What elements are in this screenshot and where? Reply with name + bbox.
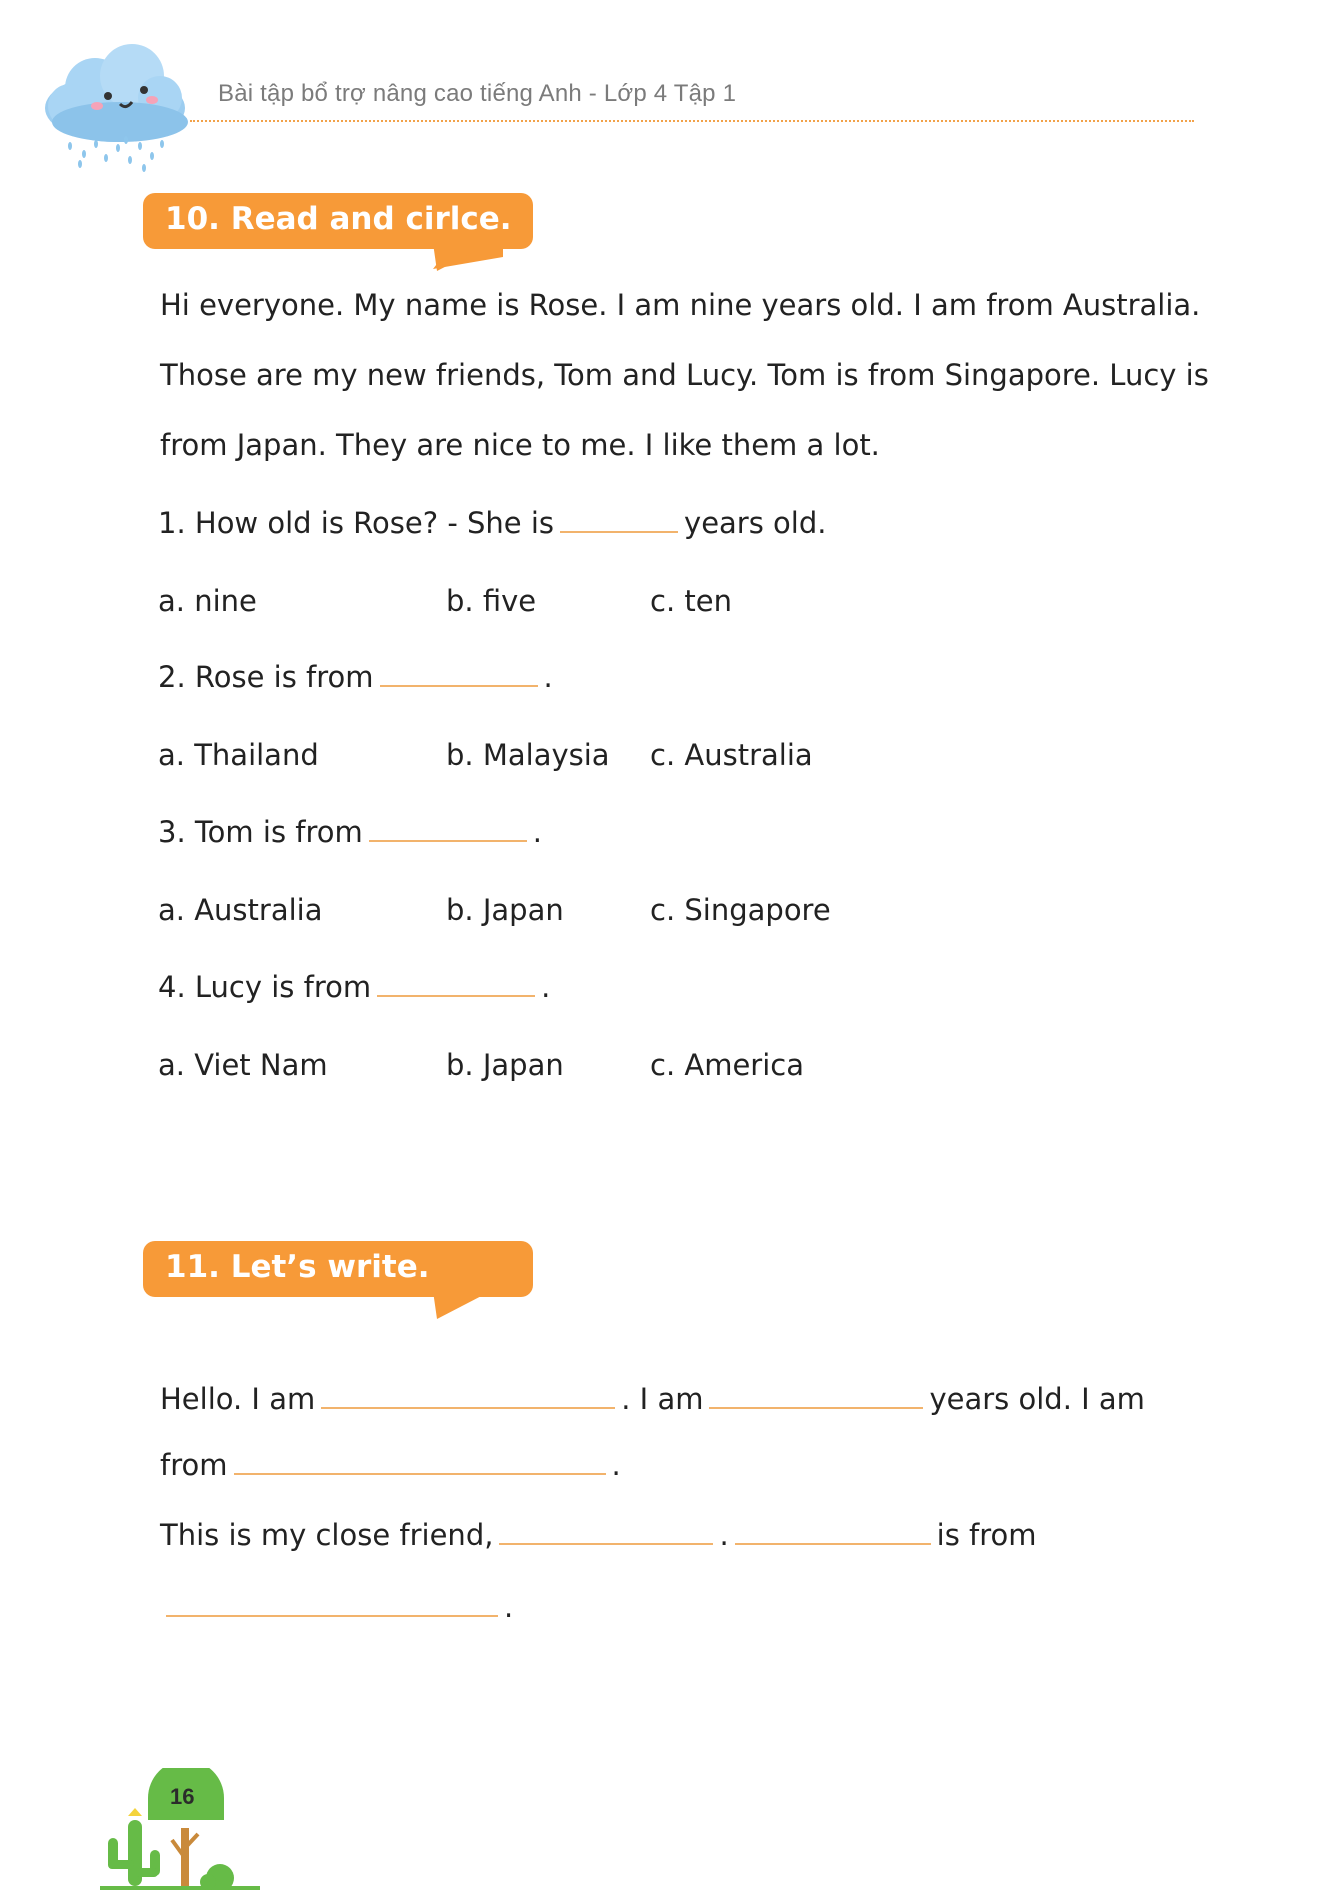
option-1a[interactable]: a. nine [158,584,257,618]
option-3b[interactable]: b. Japan [446,893,564,927]
write-text: . [504,1590,514,1624]
age-blank[interactable] [709,1383,923,1409]
option-3c[interactable]: c. Singapore [650,893,831,927]
answer-blank[interactable] [560,507,678,533]
question-1 [158,506,826,540]
question-prompt: 1. How old is Rose? - She is [158,506,555,540]
option-4c[interactable]: c. America [650,1048,805,1082]
section-10-heading: 10. Read and cirlce. [165,201,512,237]
answer-blank[interactable] [369,816,527,842]
question-suffix: . [532,815,542,849]
passage-line-2: Those are my new friends, Tom and Lucy. Tom is from Singapore. Lucy is [160,358,1209,392]
country-blank[interactable] [234,1449,606,1475]
write-line-2 [160,1448,621,1482]
write-line-3 [160,1518,1037,1552]
option-2c[interactable]: c. Australia [650,738,813,772]
option-1c[interactable]: c. ten [650,584,732,618]
question-4 [158,970,550,1004]
write-text: years old. I am [929,1382,1145,1416]
option-4a[interactable]: a. Viet Nam [158,1048,328,1082]
question-prompt: 2. Rose is from [158,660,374,694]
option-4b[interactable]: b. Japan [446,1048,564,1082]
question-2 [158,660,553,694]
friend-country-blank[interactable] [166,1591,498,1617]
option-2b[interactable]: b. Malaysia [446,738,610,772]
write-line-4 [160,1590,513,1624]
write-text: . [719,1518,729,1552]
header-divider [190,120,1194,122]
question-3 [158,815,542,849]
option-3a[interactable]: a. Australia [158,893,323,927]
option-1b[interactable]: b. five [446,584,537,618]
friend-blank[interactable] [735,1519,931,1545]
write-text: Hello. I am [160,1382,316,1416]
passage-line-3: from Japan. They are nice to me. I like them a lot. [160,428,880,462]
write-text: is from [936,1518,1037,1552]
passage-line-1: Hi everyone. My name is Rose. I am nine years old. I am from Australia. [160,288,1201,322]
answer-blank[interactable] [380,661,538,687]
name-blank[interactable] [321,1383,615,1409]
friend-name-blank[interactable] [499,1519,713,1545]
page-number: 16 [170,1784,195,1809]
question-suffix: . [543,660,553,694]
question-prompt: 3. Tom is from [158,815,363,849]
question-suffix: years old. [684,506,827,540]
header-title: Bài tập bổ trợ nâng cao tiếng Anh - Lớp 4 Tập 1 [218,80,737,107]
write-text: . [611,1448,621,1482]
write-text: This is my close friend, [160,1518,494,1552]
rain-cloud-icon [40,36,190,176]
section-11-heading: 11. Let’s write. [165,1249,430,1285]
answer-blank[interactable] [377,971,535,997]
write-text: . I am [621,1382,704,1416]
write-text: from [160,1448,228,1482]
question-prompt: 4. Lucy is from [158,970,372,1004]
write-line-1 [160,1382,1145,1416]
question-suffix: . [541,970,551,1004]
option-2a[interactable]: a. Thailand [158,738,319,772]
